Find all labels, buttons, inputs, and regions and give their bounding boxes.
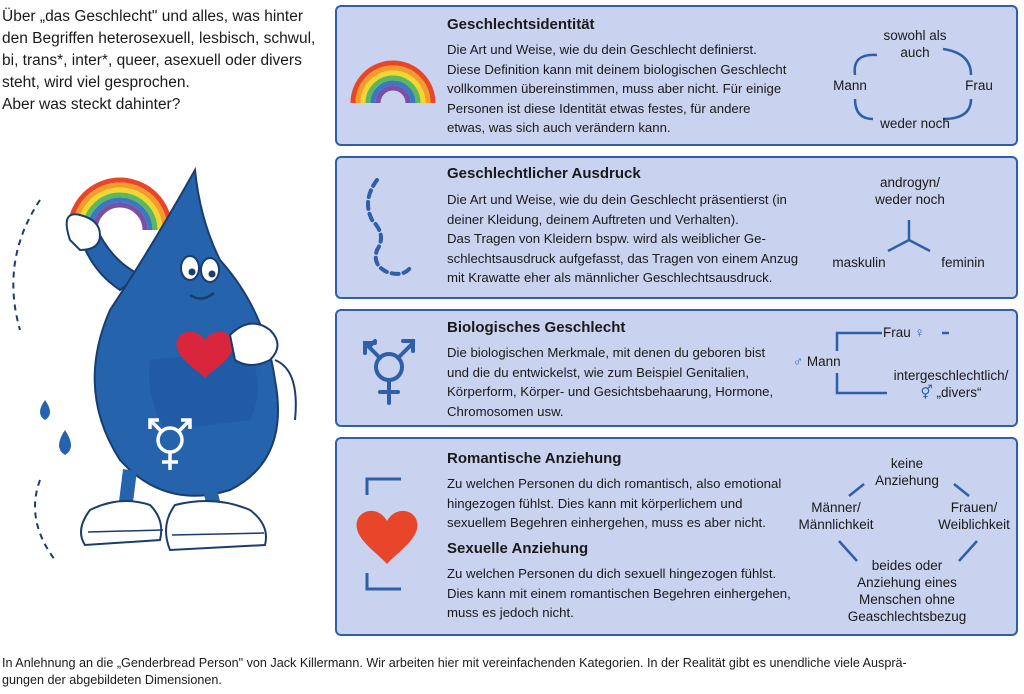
diagram-label-bottom: weder noch — [880, 116, 950, 131]
diagram-label-left: Mann — [833, 78, 867, 93]
panel-description — [447, 190, 822, 288]
intro-text — [2, 6, 327, 116]
rainbow-icon — [347, 57, 439, 107]
text-line: Personen ist diese Identität etwas festes, für andere — [447, 100, 751, 116]
diagram-label-left: maskulin — [832, 255, 886, 270]
heart-icon — [355, 459, 425, 607]
text-line: Die biologischen Merkmale, mit denen du geboren bist — [447, 345, 766, 360]
text-line: Dies kann mit einem romantischen Begehren einhergehen, — [447, 585, 791, 601]
text-line: Die Art und Weise, wie du dein Geschlecht definierst. — [447, 42, 757, 57]
panel-gender-identity — [335, 5, 1018, 146]
text-line: vollkommen übereinstimmen, muss aber nicht. Für einige — [447, 81, 782, 96]
diagram-label-right: Frauen/ Weiblichkeit — [938, 500, 1010, 532]
diagram-label-left: Männer/ Männlichkeit — [798, 500, 874, 532]
footer-line: In Anlehnung an die „Genderbread Person" von Jack Killermann. Wir arbeiten hier mit vereinfachenden Kategorien. In der Realität gibt es unendliche viele Ausprä- — [2, 656, 907, 670]
dashed-path-icon — [357, 170, 427, 280]
intro-line: Über „das Geschlecht" und alles, was hinter — [2, 8, 304, 25]
panel-title-sexual: Sexuelle Anziehung — [447, 540, 589, 557]
text-line: Chromosomen usw. — [447, 403, 564, 419]
diagram-label-right: feminin — [941, 255, 985, 270]
sexual-description — [447, 564, 822, 623]
text-line: muss es jedoch nicht. — [447, 605, 574, 620]
text-line: etwas, was sich auch verändern kann. — [447, 120, 671, 135]
text-line: Die Art und Weise, wie du dein Geschlecht präsentierst (in — [447, 192, 787, 207]
diagram-label-left: ♂ Mann — [793, 354, 841, 369]
footer-line: gungen der abgebildeten Dimensionen. — [2, 673, 222, 687]
female-symbol-icon: ♀ — [914, 325, 925, 340]
footer-note — [2, 655, 1022, 689]
panel-title: Geschlechtsidentität — [447, 16, 595, 33]
diagram-label-top: keine Anziehung — [875, 456, 939, 488]
intro-line: Aber was steckt dahinter? — [2, 96, 181, 113]
text-line: Zu welchen Personen du dich romantisch, also emotional — [447, 476, 782, 491]
diagram-label-top: Frau ♀ — [883, 325, 925, 340]
text-line: Diese Definition kann mit deinem biologischen Geschlecht — [447, 61, 787, 77]
intro-line: steht, wird viel gesprochen. — [2, 74, 190, 91]
intersex-symbol-icon: ⚥ — [920, 385, 933, 400]
text-line: schlechtsausdruck aufgefasst, das Tragen von einem Anzug — [447, 250, 799, 266]
genderbread-figure-illustration — [0, 160, 330, 600]
text-line: sexuellem Begehren einhergehen, muss es aber nicht. — [447, 515, 766, 530]
intro-line: den Begriffen heterosexuell, lesbisch, schwul, — [2, 30, 316, 47]
text-line: und die du entwickelst, wie zum Beispiel Genitalien, — [447, 364, 750, 380]
panel-description — [447, 40, 822, 138]
male-symbol-icon: ♂ — [793, 354, 804, 369]
text-line: Zu welchen Personen du dich sexuell hingezogen fühlst. — [447, 566, 777, 581]
panel-biological-sex — [335, 309, 1018, 427]
panel-gender-expression — [335, 156, 1018, 299]
diagram-label-bottom: beides oder Anziehung eines Menschen ohne Geaschlechtsbezug — [847, 558, 967, 624]
panel-description — [447, 343, 822, 421]
diagram-label-top: androgyn/ weder noch — [875, 175, 945, 207]
diagram-label-top: sowohl als auch — [883, 28, 947, 60]
panel-title-romantic: Romantische Anziehung — [447, 450, 622, 467]
text-line: Körperform, Körper- und Gesichtsbehaarung, Hormone, — [447, 384, 774, 399]
text-line: deiner Kleidung, deinem Auftreten und Verhalten). — [447, 211, 739, 227]
diagram-label-right: Frau — [965, 78, 993, 93]
transgender-symbol-icon — [355, 329, 423, 409]
diagram-label-right: intergeschlechtlich/ ⚥ „divers“ — [893, 368, 1009, 400]
panel-title: Biologisches Geschlecht — [447, 319, 626, 336]
panel-attraction — [335, 437, 1018, 636]
text-line: Das Tragen von Kleidern bspw. wird als weiblicher Ge- — [447, 231, 766, 246]
text-line: mit Krawatte eher als männlicher Geschlechtsausdruck. — [447, 270, 773, 285]
romantic-description — [447, 474, 822, 533]
panel-title: Geschlechtlicher Ausdruck — [447, 165, 641, 182]
intro-line: bi, trans*, inter*, queer, asexuell oder divers — [2, 52, 302, 69]
text-line: hingezogen fühlst. Dies kann mit körperlichem und — [447, 495, 743, 511]
